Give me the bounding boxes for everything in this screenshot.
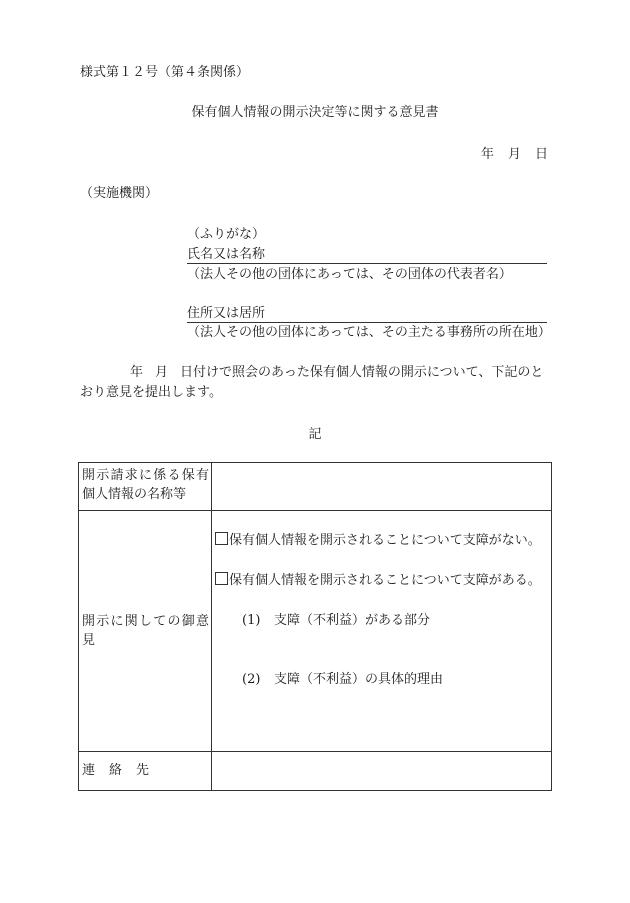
option-issue[interactable] xyxy=(215,572,541,590)
name-note: （法人その他の団体にあっては、その団体の代表者名） xyxy=(187,267,512,282)
sub-item-affected-part xyxy=(242,612,430,630)
body-year: 年 xyxy=(130,365,144,380)
sub-item-text: 支障（不利益）の具体的理由 xyxy=(274,672,444,687)
table-row-opinion xyxy=(79,511,552,752)
date-month: 月 xyxy=(507,147,521,162)
option-no-issue[interactable] xyxy=(215,532,541,550)
option-issue-text: 保有個人情報を開示されることについて支障がある。 xyxy=(229,573,541,588)
opinion-value xyxy=(212,511,552,752)
date-line xyxy=(481,146,548,164)
address-field[interactable] xyxy=(187,305,547,323)
sub-item-number: (1) xyxy=(242,613,261,628)
furigana-label: （ふりがな） xyxy=(187,227,266,242)
body-month: 月 xyxy=(155,365,169,380)
ki-heading: 記 xyxy=(308,427,322,442)
info-name-label: 開示請求に係る保有個人情報の名称等 xyxy=(79,463,212,511)
info-name-value[interactable] xyxy=(212,463,552,511)
address-note: （法人その他の団体にあっては、その主たる事務所の所在地） xyxy=(187,325,551,340)
table-row-contact xyxy=(79,752,552,791)
contact-label: 連絡先 xyxy=(79,752,212,791)
opinion-table xyxy=(78,462,552,791)
date-day: 日 xyxy=(534,147,548,162)
checkbox-icon[interactable] xyxy=(215,572,228,585)
recipient-label: （実施機関） xyxy=(80,186,159,201)
sub-item-number: (2) xyxy=(242,672,261,687)
checkbox-icon[interactable] xyxy=(215,532,228,545)
table-row-info-name xyxy=(79,463,552,511)
address-label: 住所又は居所 xyxy=(187,306,266,321)
sub-item-reason xyxy=(242,671,443,689)
name-field[interactable] xyxy=(187,246,547,264)
document-title: 保有個人情報の開示決定等に関する意見書 xyxy=(191,105,439,120)
sub-item-text: 支障（不利益）がある部分 xyxy=(274,613,431,628)
contact-value[interactable] xyxy=(212,752,552,791)
body-paragraph xyxy=(80,363,552,403)
body-text: 日付けで照会のあった保有個人情報の開示について、下記のとおり意見を提出します。 xyxy=(80,365,544,400)
date-year: 年 xyxy=(480,147,494,162)
name-label: 氏名又は名称 xyxy=(187,247,266,262)
form-number: 様式第１２号（第４条関係） xyxy=(80,65,250,80)
opinion-label: 開示に関しての御意見 xyxy=(79,511,212,752)
option-no-issue-text: 保有個人情報を開示されることについて支障がない。 xyxy=(229,533,541,548)
